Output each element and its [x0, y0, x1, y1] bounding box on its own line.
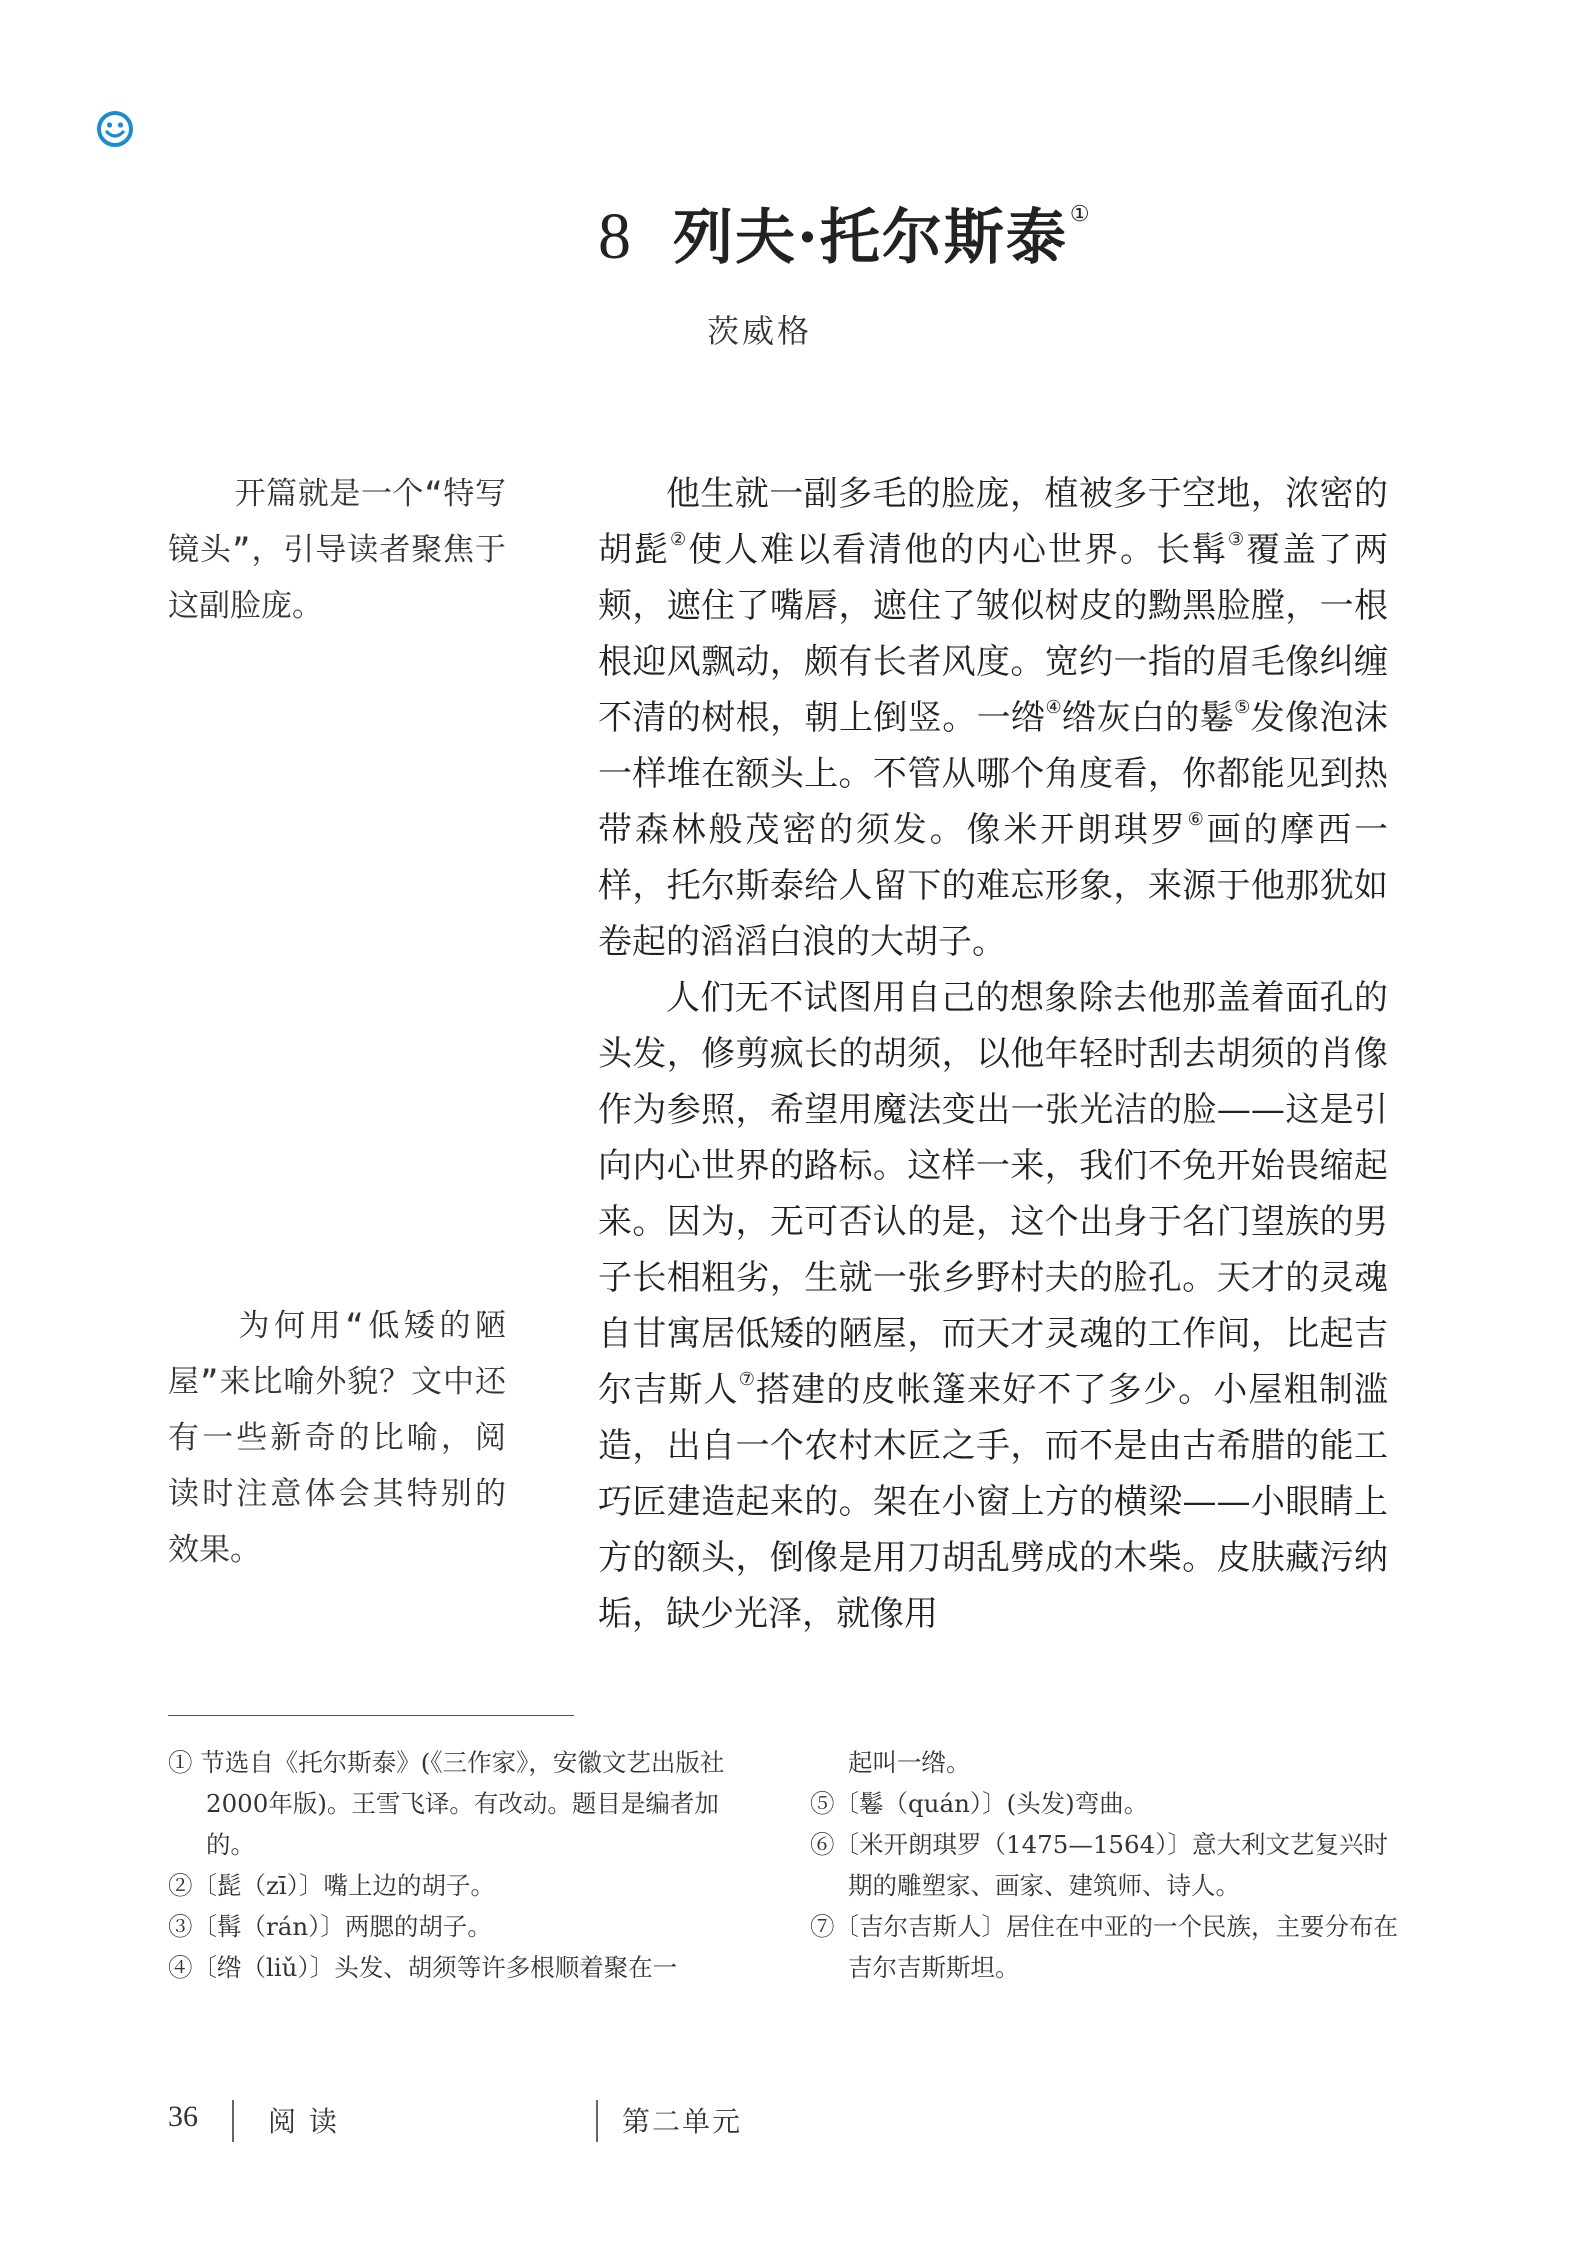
paragraph: 他生就一副多毛的脸庞，植被多于空地，浓密的胡髭②使人难以看清他的内心世界。长髯③覆盖了两颊，遮住了嘴唇，遮住了皱似树皮的黝黑脸膛，一根根迎风飘动，颇有长者风度。宽约一指的眉毛像纠缠不清的树根，朝上倒竖。一绺④绺灰白的鬈⑤发像泡沫一样堆在额头上。不管从哪个角度看，你都能见到热带森林般茂密的须发。像米开朗琪罗⑥画的摩西一样，托尔斯泰给人留下的难忘形象，来源于他那犹如卷起的滔滔白浪的大胡子。 [598, 474, 1389, 962]
footnotes-left [168, 1742, 760, 1988]
footnote: ②〔髭（zī）〕嘴上边的胡子。 [168, 1871, 495, 1900]
footnote-ref: ④ [1045, 696, 1063, 718]
side-note [168, 466, 506, 634]
footnote: ④〔绺（liǔ）〕头发、胡须等许多根顺着聚在一 [168, 1953, 678, 1982]
paragraph: 人们无不试图用自己的想象除去他那盖着面孔的头发，修剪疯长的胡须，以他年轻时刮去胡须的肖像作为参照，希望用魔法变出一张光洁的脸——这是引向内心世界的路标。这样一来，我们不免开始畏缩起来。因为，无可否认的是，这个出身于名门望族的男子长相粗劣，生就一张乡野村夫的脸孔。天才的灵魂自甘寓居低矮的陋屋，而天才灵魂的工作间，比起吉尔吉斯人⑦搭建的皮帐篷来好不了多少。小屋粗制滥造，出自一个农村木匠之手，而不是由古希腊的能工巧匠建造起来的。架在小窗上方的横梁——小眼睛上方的额头，倒像是用刀胡乱劈成的木柴。皮肤藏污纳垢，缺少光泽，就像用 [598, 978, 1388, 1634]
footnote: ③〔髯（rán）〕两腮的胡子。 [168, 1912, 492, 1941]
footnote-ref: ③ [1227, 528, 1247, 550]
footnote-ref: ⑥ [1187, 808, 1207, 830]
side-note-text: 为何用“低矮的陋屋”来比喻外貌？文中还有一些新奇的比喻，阅读时注意体会其特别的效果。 [168, 1308, 506, 1568]
side-note [168, 1298, 506, 1578]
footnote-ref: ② [669, 528, 689, 550]
footnote-ref: ⑤ [1234, 696, 1251, 718]
footnote: ⑦〔吉尔吉斯人〕居住在中亚的一个民族，主要分布在吉尔吉斯斯坦。 [810, 1912, 1398, 1982]
side-note-text: 开篇就是一个“特写镜头”，引导读者聚焦于这副脸庞。 [168, 476, 506, 624]
footer-divider [596, 2100, 598, 2142]
footnote-divider [168, 1715, 574, 1716]
title-text: 列夫·托尔斯泰 [673, 203, 1068, 273]
footer-unit: 第二单元 [622, 2105, 743, 2138]
title-footnote-ref: ① [1069, 202, 1092, 227]
main-text [598, 466, 1388, 1642]
author-name: 茨威格 [707, 312, 813, 350]
smiley-icon [96, 110, 134, 148]
lesson-number: 8 [598, 200, 633, 273]
footnote: ① 节选自《托尔斯泰》(《三作家》，安徽文艺出版社2000年版)。王雪飞译。有改动。题目是编者加的。 [168, 1748, 725, 1859]
page-title [598, 190, 1092, 276]
footnote: ⑤〔鬈（quán）〕(头发)弯曲。 [810, 1789, 1149, 1818]
footer-section: 阅 读 [268, 2105, 339, 2138]
footer-divider [232, 2100, 234, 2142]
page-number: 36 [168, 2100, 198, 2133]
footnote: ⑥〔米开朗琪罗（1475—1564）〕意大利文艺复兴时期的雕塑家、画家、建筑师、诗人。 [810, 1830, 1388, 1900]
footnote-continuation: 起叫一绺。 [848, 1748, 971, 1777]
footnotes-right [810, 1742, 1398, 1988]
footnote-ref: ⑦ [738, 1368, 757, 1390]
